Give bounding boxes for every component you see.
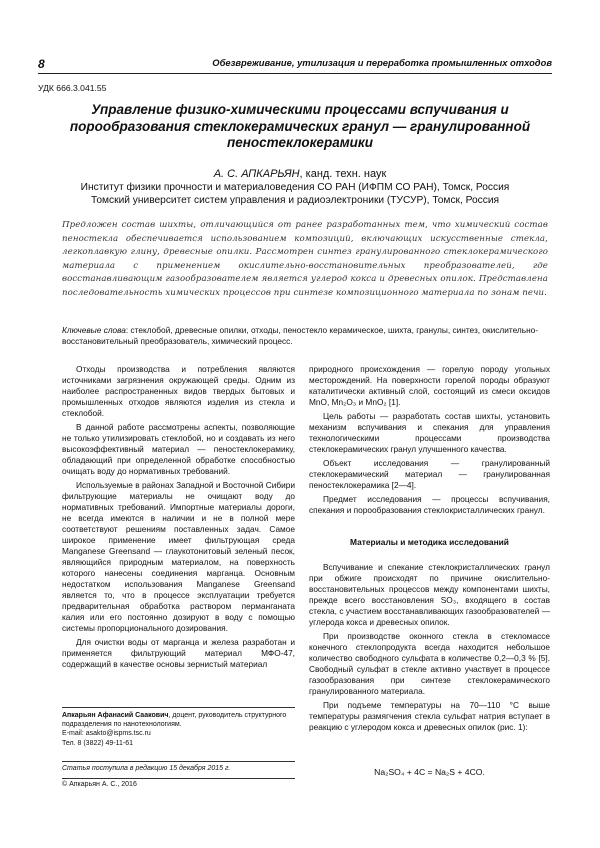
keywords <box>62 325 552 347</box>
running-title: Обезвреживание, утилизация и переработка промышленных отходов <box>212 57 552 68</box>
copyright: © Апкарьян А. С., 2016 <box>62 781 137 788</box>
paragraph: Для очистки воды от марганца и железа разработан и применяется фильтрующий материал МФО-47, содержащий в качестве основы зернистый материал <box>62 637 295 669</box>
paragraph: Объект исследования — гранулированный стеклокерамический материал — гранулированная пеностеклокерамика [2—4]. <box>309 458 550 490</box>
received-date: Статья поступила в редакцию 15 декабря 2015 г. <box>62 765 231 772</box>
affiliations <box>38 181 552 207</box>
section-heading: Материалы и методика исследований <box>350 537 509 547</box>
paragraph: Предмет исследования — процессы вспучивания, спекания и порообразования стеклокристаллических гранул. <box>309 494 550 515</box>
author-degree: , канд. техн. наук <box>299 168 387 180</box>
keywords-text: : стеклобой, древесные опилки, отходы, пеностекло керамическое, шихта, гранулы, синтез, окислительно-восстановительный преобразователь, химический процесс. <box>62 325 539 346</box>
body-column-left <box>62 364 295 670</box>
paragraph: Отходы производства и потребления являются источниками загрязнения окружающей среды. Одним из наиболее распространенных видов твердых бытовых и промышленных отходов являются изделия из стекла и стеклобой. <box>62 364 295 418</box>
paragraph: Используемые в районах Западной и Восточной Сибири фильтрующие материалы не очищают воду до нормативных требований. Импортные материалы дороги, не всегда имеются в наличии и не в полной мере соответствуют решениям поставленных задач. Самое широкое применение имеет фильтрующая среда Manganese Greensand — глаукотонитовый зеленый песок, являющийся природным материалом, на поверхность которого нанесены соединения марганца. Основным недостатком использования Manganese Greensand является то, что в процессе эксплуатации требуется предварительная обработка раствором перманганата калия или его постоянно дозируют в воду с помощью системы пропорционального дозирования. <box>62 480 295 633</box>
body-column-right-section <box>309 562 550 733</box>
footnote-email: E-mail: asakto@ispms.tsc.ru <box>62 730 151 738</box>
affiliation-tusur: Томский университет систем управления и радиоэлектроники (ТУСУР), Томск, Россия <box>90 195 500 206</box>
paragraph: природного происхождения — горелую породу угольных месторождений. На поверхности горелой породы образуют каталитически активный слой, состоящий из смеси оксидов MnO, Mn₂O₃ и MnO₂ [1]. <box>309 364 550 407</box>
paragraph: В данной работе рассмотрены аспекты, позволяющие не только утилизировать стеклобой, но и создавать из него высокоэффективный материал — пеностеклокерамику, обладающий при определенной обработке способностью очищать воду до нормативных требований. <box>62 422 295 476</box>
page-number: 8 <box>38 57 45 71</box>
article-title: Управление физико-химическими процессами вспучивания и порообразования стеклокерамических гранул — гранулированной пеностеклокерамики <box>69 102 531 150</box>
affiliation-ispms: Институт физики прочности и материаловедения СО РАН (ИФПМ СО РАН), Томск, Россия <box>80 182 510 193</box>
footnote-position: , доцент, руководитель структурного подразделения по нанотехнологиям. <box>62 712 287 729</box>
author-footnote <box>62 711 295 748</box>
footnote-phone: Тел. 8 (3822) 49-11-61 <box>62 739 134 747</box>
header-divider <box>38 73 552 74</box>
abstract: Предложен состав шихты, отличающийся от ранее разработанных тем, что химический состав пеностекла обеспечивается использованием композиций, включающих искусственные стекла, легкоплавкую глину, древесные опилки. Рассмотрен синтез гранулированного стеклокерамического материала с применением окислительно-восстановительных преобразователей, где восстанавливающим газообразователем является углерод кокса и древесных опилок. Представлена последовательность химических процессов при синтезе композиционного материала по зонам печи. <box>62 220 548 298</box>
paragraph: При подъеме температуры на 70—110 °С выше температуры размягчения стекла сульфат натрия вступает в реакцию с углеродом кокса и древесных опилок (рис. 1): <box>309 700 550 732</box>
keywords-label: Ключевые слова <box>62 325 126 335</box>
udk-code: УДК 666.3.041.55 <box>38 83 107 93</box>
chemical-equation: Na₂SO₄ + 4C = Na₂S + 4CO. <box>374 767 485 777</box>
paragraph: Вспучивание и спекание стеклокристаллических гранул при обжиге происходят по причине окислительно-восстановительных процессов между компонентами шихты, прежде всего восстановления SO₃, входящего в состав стекла, с участием восстанавливающих газообразователей — углерода кокса и древесных опилок. <box>309 562 550 627</box>
footnote-divider <box>62 707 295 708</box>
received-divider <box>62 761 295 762</box>
footnote-author-name: Апкарьян Афанасий Саакович <box>62 712 169 719</box>
author-name: А. С. АПКАРЬЯН <box>213 168 300 180</box>
author-line <box>50 168 550 181</box>
copyright-divider <box>62 778 295 779</box>
body-column-right <box>309 364 550 516</box>
paragraph: При производстве оконного стекла в стекломассе конечного стеклопродукта всегда находится небольшое количество свободного сульфата в количестве 0,2—0,3 % [5]. Свободный сульфат в стекле активно участвует в процессе газообразования при синтезе стеклокерамического гранулированного материала. <box>309 631 550 696</box>
paragraph: Цель работы — разработать состав шихты, установить механизм вспучивания и спекания для управления технологическими процессами производства стеклокерамических гранул улучшенного качества. <box>309 411 550 454</box>
